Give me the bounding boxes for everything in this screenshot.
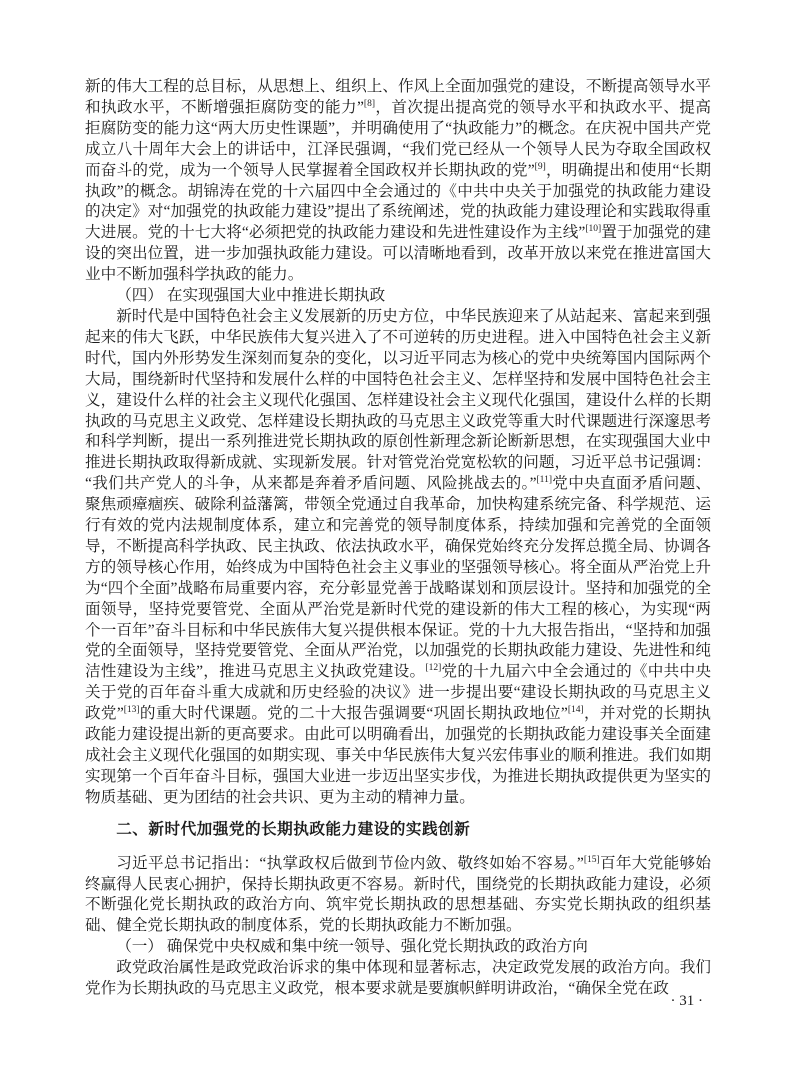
citation-marker: [8] [363,98,375,109]
paragraph: 新时代是中国特色社会主义发展新的历史方位，中华民族迎来了从站起来、富起来到强起来的伟大飞跃，中华民族伟大复兴进入了不可逆转的历史进程。进入中国特色社会主义新时代，国内外形势发生深刻而复杂的变化，以习近平同志为核心的党中央统筹国内国际两个大局，围绕新时代坚持和发展什么样的中国特色社会主义、怎样坚持和发展中国特色社会主义，建设什么样的社会主义现代化强国、怎样建设社会主义现代化强国，建设什么样的长期执政的马克思主义政党、怎样建设长期执政的马克思主义政党等重大时代课题进行深邃思考和科学判断，提出一系列推进党长期执政的原创性新理念新论断新思想，在实现强国大业中推进长期执政取得新成就、实现新发展。针对管党治党宽松软的问题，习近平总书记强调：“我们共产党人的斗争，从来都是奔着矛盾问题、风险挑战去的。”[11]党中央直面矛盾问题、聚焦顽瘴痼疾、破除利益藩篱，带领全党通过自我革命，加快构建系统完备、科学规范、运行有效的党内法规制度体系，建立和完善党的领导制度体系，持续加强和完善党的全面领导，不断提高科学执政、民主执政、依法执政水平，确保党始终充分发挥总揽全局、协调各方的领导核心作用，始终成为中国特色社会主义事业的坚强领导核心。将全面从严治党上升为“四个全面”战略布局重要内容，充分彰显党善于战略谋划和顶层设计。坚持和加强党的全面领导，坚持党要管党、全面从严治党是新时代党的建设新的伟大工程的核心，为实现“两个一百年”奋斗目标和中华民族伟大复兴提供根本保证。党的十九大报告指出，“坚持和加强党的全面领导，坚持党要管党、全面从严治党，以加强党的长期执政能力建设、先进性和纯洁性建设为主线”，推进马克思主义执政党建设。[12]党的十九届六中全会通过的《中共中央关于党的百年奋斗重大成就和历史经验的决议》进一步提出要“建设长期执政的马克思主义政党”[13]的重大时代课题。党的二十大报告强调要“巩固长期执政地位”[14]，并对党的长期执政能力建设提出新的更高要求。由此可以明确看出，加强党的长期执政能力建设事关全面建成社会主义现代化强国的如期实现、事关中华民族伟大复兴宏伟事业的顺利推进。我们如期实现第一个百年奋斗目标，强国大业进一步迈出坚实步伐，为推进长期执政提供更为坚实的物质基础、更为团结的社会共识、更为主动的精神力量。 [85,307,712,806]
section-heading: 二、新时代加强党的长期执政能力建设的实践创新 [116,820,471,838]
citation-marker: [14] [567,705,584,715]
citation-marker: [9] [534,161,546,172]
sub-heading: （四） 在实现强国大业中推进长期执政 [116,287,386,305]
sub-heading: （一） 确保党中央权威和集中统一领导、强化党长期执政的政治方向 [116,938,588,956]
page-number: · 31 · [670,993,703,1009]
page-footer [671,992,704,1010]
paragraph: 新的伟大工程的总目标，从思想上、组织上、作风上全面加强党的建设，不断提高领导水平和执政水平，不断增强拒腐防变的能力”[8]，首次提出提高党的领导水平和执政水平、提高拒腐防变的能力这“两大历史性课题”，并明确使用了“执政能力”的概念。在庆祝中国共产党成立八十周年大会上的讲话中，江泽民强调，“我们党已经从一个领导人民为夺取全国政权而奋斗的党，成为一个领导人民掌握着全国政权并长期执政的党”[9]，明确提出和使用“长期执政”的概念。胡锦涛在党的十六届四中全会通过的《中共中央关于加强党的执政能力建设的决定》对“加强党的执政能力建设”提出了系统阐述，党的执政能力建设理论和实践取得重大进展。党的十七大将“必须把党的执政能力建设和先进性建设作为主线”[10]置于加强党的建设的突出位置，进一步加强执政能力建设。可以清晰地看到，改革开放以来党在推进富国大业中不断加强科学执政的能力。 [85,78,712,284]
citation-marker: [13] [123,705,140,715]
citation-marker: [10] [585,224,602,235]
citation-marker: [12] [425,663,442,674]
paragraph: 习近平总书记指出：“执掌政权后做到节俭内敛、敬终如始不容易。”[15]百年大党能够始终赢得人民衷心拥护，保持长期执政更不容易。新时代，围绕党的长期执政能力建设，必须不断强化党长期执政的政治方向、筑牢党长期执政的思想基础、夯实党长期执政的组织基础、健全党长期执政的制度体系，党的长期执政能力不断加强。 [85,854,711,935]
document-body [85,77,711,1000]
paragraph: 政党政治属性是政党政治诉求的集中体现和显著标志，决定政党发展的政治方向。我们党作为长期执政的马克思主义政党，根本要求就是要旗帜鲜明讲政治，“确保全党在政 [85,959,711,998]
citation-marker: [11] [536,475,552,486]
citation-marker: [15] [583,854,600,865]
